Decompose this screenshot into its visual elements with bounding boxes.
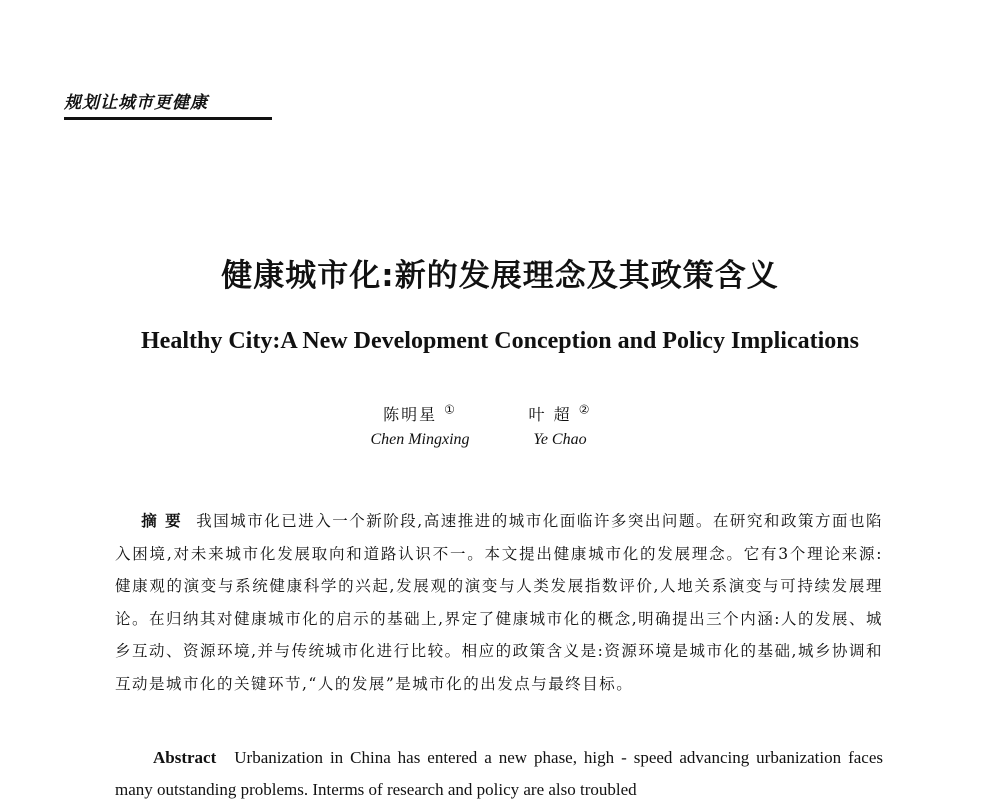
author-name-en: Chen Mingxing	[370, 431, 470, 448]
abstract-text: Urbanization in China has entered a new phase, high - speed advancing urbanization faces many outstanding problems. Interms of research and policy are also troubled	[115, 748, 883, 799]
title-chinese: 健康城市化:新的发展理念及其政策含义	[221, 258, 779, 294]
author-footnote-mark: ①	[444, 402, 457, 417]
abstract-chinese	[115, 505, 883, 701]
author-2	[500, 402, 620, 449]
abstract-label: 摘 要	[141, 512, 183, 530]
author-1	[350, 402, 490, 449]
abstract-text: 我国城市化已进入一个新阶段,高速推进的城市化面临许多突出问题。在研究和政策方面也陷入困境,对未来城市化发展取向和道路认识不一。本文提出健康城市化的发展理念。它有3个理论来源:健康观的演变与系统健康科学的兴起,发展观的演变与人类发展指数评价,人地关系演变与可持续发展理论。在归纳其对健康城市化的启示的基础上,界定了健康城市化的概念,明确提出三个内涵:人的发展、城乡互动、资源环境,并与传统城市化进行比较。相应的政策含义是:资源环境是城市化的基础,城乡协调和互动是城市化的关键环节,“人的发展”是城市化的出发点与最终目标。	[115, 512, 883, 693]
author-name-cn: 叶 超	[528, 405, 572, 424]
title-english: Healthy City:A New Development Conception and Policy Implications	[141, 328, 859, 354]
author-footnote-mark: ②	[578, 402, 592, 417]
author-name-en: Ye Chao	[533, 431, 587, 448]
author-name-cn: 陈明星	[383, 405, 438, 424]
abstract-english	[115, 742, 883, 806]
abstract-label: Abstract	[153, 748, 217, 767]
running-header: 规划让城市更健康	[64, 88, 272, 120]
